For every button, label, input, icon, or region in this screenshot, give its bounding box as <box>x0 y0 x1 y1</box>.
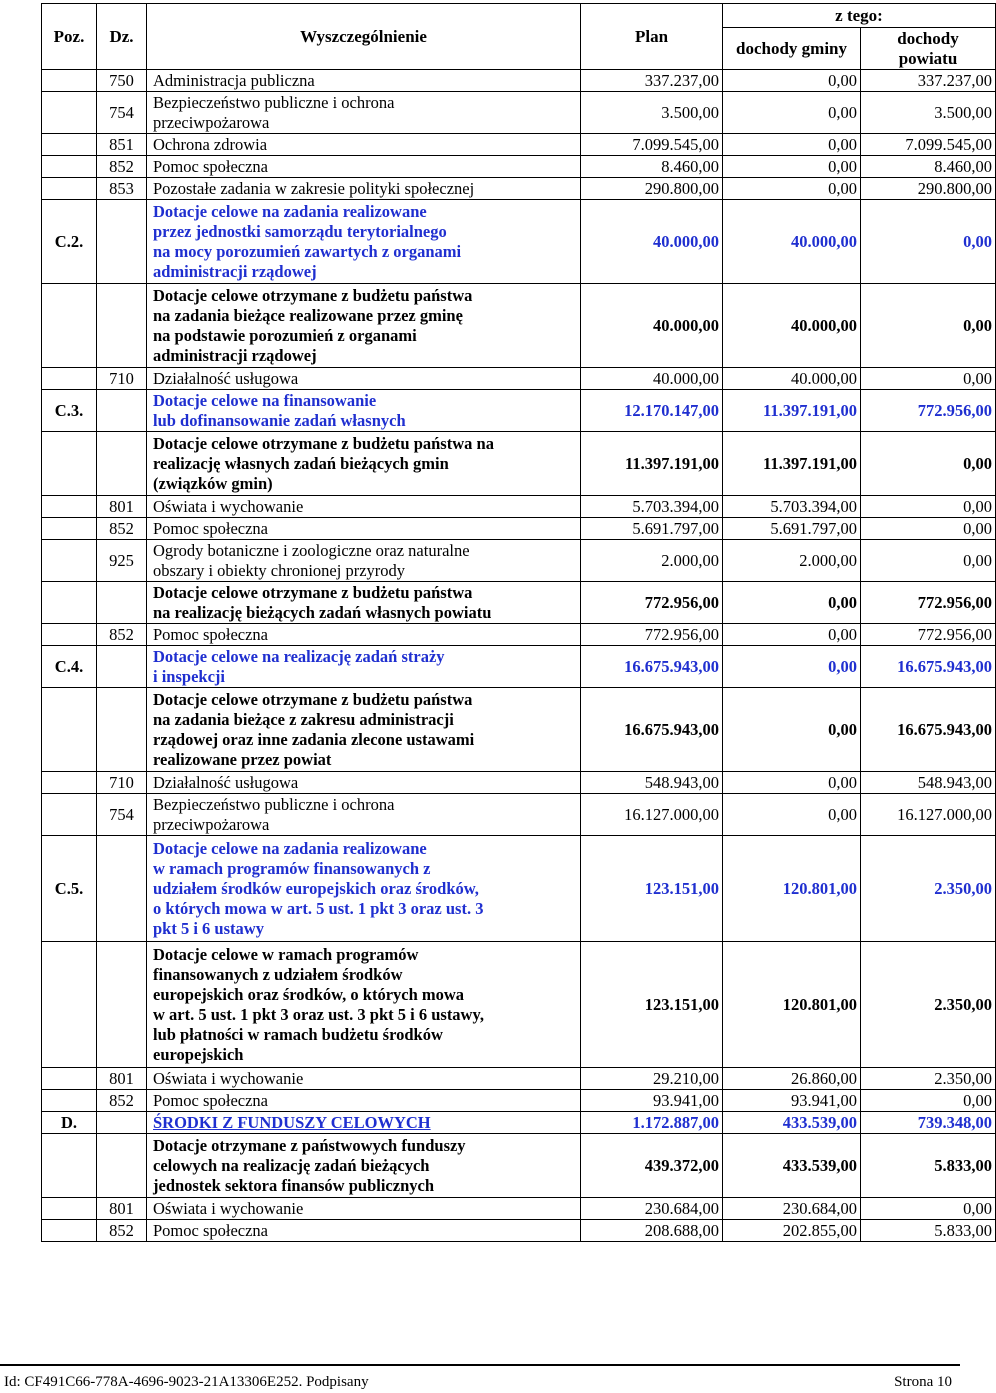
table-row: 801 Oświata i wychowanie 230.684,00 230.684,00 0,00 <box>42 1198 996 1220</box>
subsection-row: Dotacje celowe otrzymane z budżetu państwa na realizację własnych zadań bieżących gmin (związków gmin) 11.397.191,00 11.397.191,00 0,00 <box>42 432 996 496</box>
table-row: 852 Pomoc społeczna 772.956,00 0,00 772.956,00 <box>42 624 996 646</box>
table-row: 754 Bezpieczeństwo publiczne i ochrona przeciwpożarowa 16.127.000,00 0,00 16.127.000,00 <box>42 794 996 836</box>
footer-divider <box>0 1364 960 1366</box>
table-row: 750 Administracja publiczna 337.237,00 0,00 337.237,00 <box>42 70 996 92</box>
table-row: 710 Działalność usługowa 548.943,00 0,00 548.943,00 <box>42 772 996 794</box>
header-z-tego: z tego: <box>723 4 996 28</box>
header-poz: Poz. <box>42 4 97 70</box>
table-row: 852 Pomoc społeczna 8.460,00 0,00 8.460,00 <box>42 156 996 178</box>
header-description: Wyszczególnienie <box>147 4 581 70</box>
budget-table <box>41 3 996 1242</box>
header-dochody-powiatu: dochody powiatu <box>861 28 996 70</box>
table-row: 710 Działalność usługowa 40.000,00 40.000,00 0,00 <box>42 368 996 390</box>
table-row: 925 Ogrody botaniczne i zoologiczne oraz naturalne obszary i obiekty chronionej przyrody 2.000,00 2.000,00 0,00 <box>42 540 996 582</box>
table-row: 852 Pomoc społeczna 208.688,00 202.855,00 5.833,00 <box>42 1220 996 1242</box>
subsection-row: Dotacje celowe w ramach programów finansowanych z udziałem środków europejskich oraz środków, o których mowa w art. 5 ust. 1 pkt 3 oraz ust. 3 pkt 5 i 6 ustawy, lub płatności w ramach budżetu środków europejskich 123.151,00 120.801,00 2.350,00 <box>42 942 996 1068</box>
section-row-c5: C.5. Dotacje celowe na zadania realizowane w ramach programów finansowanych z udziałem środków europejskich oraz środków, o których mowa w art. 5 ust. 1 pkt 3 oraz ust. 3 pkt 5 i 6 ustawy 123.151,00 120.801,00 2.350,00 <box>42 836 996 942</box>
table-row: 801 Oświata i wychowanie 5.703.394,00 5.703.394,00 0,00 <box>42 496 996 518</box>
section-row-c4: C.4. Dotacje celowe na realizację zadań straży i inspekcji 16.675.943,00 0,00 16.675.943,00 <box>42 646 996 688</box>
table-row: 853 Pozostałe zadania w zakresie polityki społecznej 290.800,00 0,00 290.800,00 <box>42 178 996 200</box>
subsection-row: Dotacje celowe otrzymane z budżetu państwa na realizację bieżących zadań własnych powiatu 772.956,00 0,00 772.956,00 <box>42 582 996 624</box>
document-id: Id: CF491C66-778A-4696-9023-21A13306E252. Podpisany <box>4 1374 369 1390</box>
page-number: Strona 10 <box>894 1374 952 1390</box>
subsection-row: Dotacje celowe otrzymane z budżetu państwa na zadania bieżące realizowane przez gminę na podstawie porozumień z organami administracji rządowej 40.000,00 40.000,00 0,00 <box>42 284 996 368</box>
section-row-c2: C.2. Dotacje celowe na zadania realizowane przez jednostki samorządu terytorialnego na mocy porozumień zawartych z organami administracji rządowej 40.000,00 40.000,00 0,00 <box>42 200 996 284</box>
table-row: 852 Pomoc społeczna 5.691.797,00 5.691.797,00 0,00 <box>42 518 996 540</box>
table-row: 801 Oświata i wychowanie 29.210,00 26.860,00 2.350,00 <box>42 1068 996 1090</box>
section-row-d: D. ŚRODKI Z FUNDUSZY CELOWYCH 1.172.887,00 433.539,00 739.348,00 <box>42 1112 996 1134</box>
subsection-row: Dotacje otrzymane z państwowych funduszy celowych na realizację zadań bieżących jednostek sektora finansów publicznych 439.372,00 433.539,00 5.833,00 <box>42 1134 996 1198</box>
table-row: 852 Pomoc społeczna 93.941,00 93.941,00 0,00 <box>42 1090 996 1112</box>
table-row: 851 Ochrona zdrowia 7.099.545,00 0,00 7.099.545,00 <box>42 134 996 156</box>
header-dz: Dz. <box>97 4 147 70</box>
subsection-row: Dotacje celowe otrzymane z budżetu państwa na zadania bieżące z zakresu administracji rządowej oraz inne zadania zlecone ustawami realizowane przez powiat 16.675.943,00 0,00 16.675.943,00 <box>42 688 996 772</box>
header-dochody-gminy: dochody gminy <box>723 28 861 70</box>
table-row: 754 Bezpieczeństwo publiczne i ochrona przeciwpożarowa 3.500,00 0,00 3.500,00 <box>42 92 996 134</box>
section-row-c3: C.3. Dotacje celowe na finansowanie lub dofinansowanie zadań własnych 12.170.147,00 11.397.191,00 772.956,00 <box>42 390 996 432</box>
header-plan: Plan <box>581 4 723 70</box>
